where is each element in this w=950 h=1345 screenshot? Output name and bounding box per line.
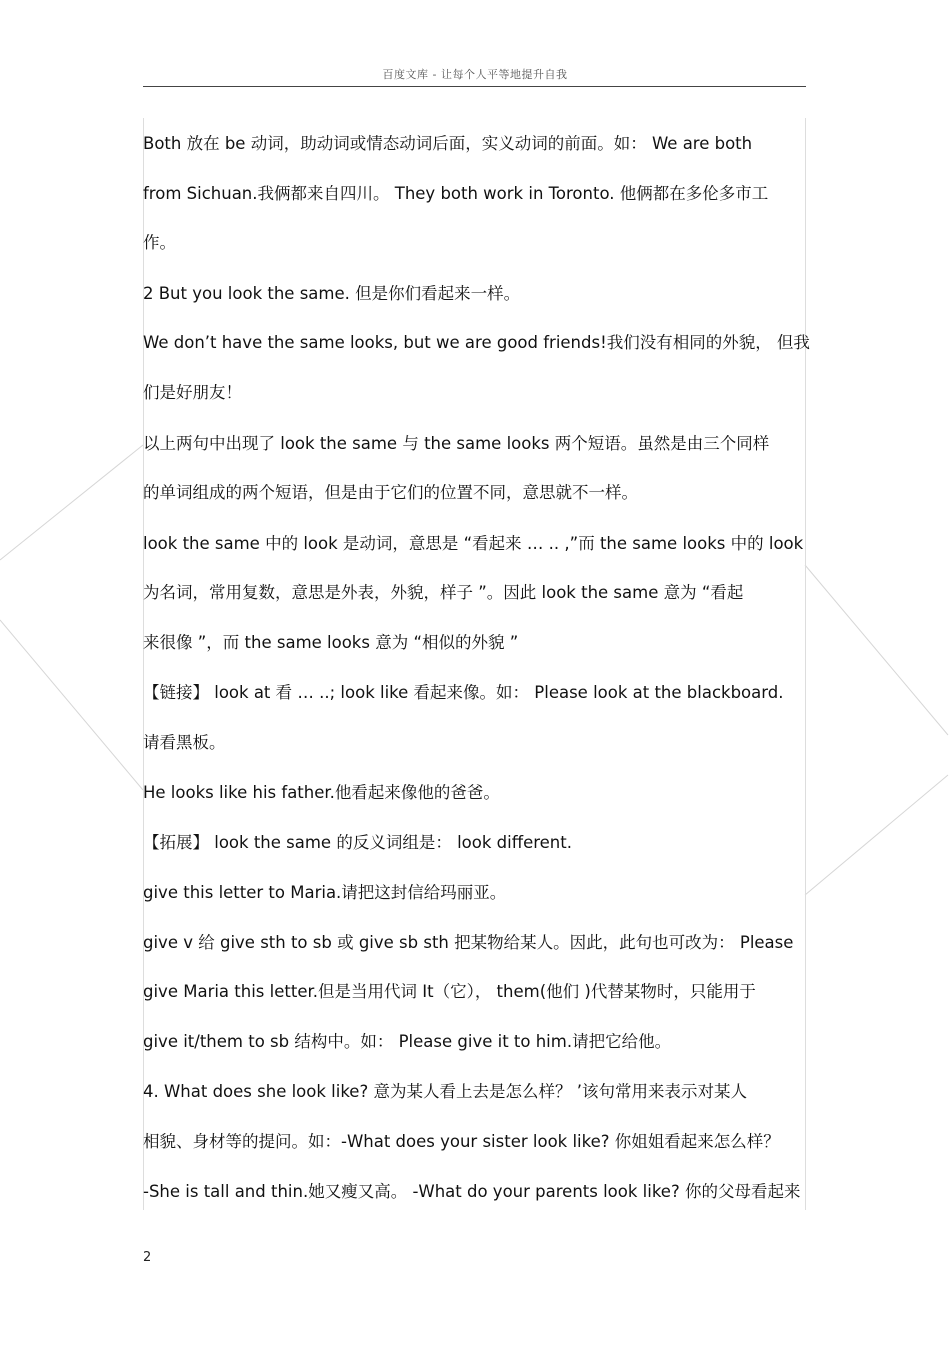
- text-line: 【链接】 look at 看 … ..; look like 看起来像。如： Please look at the blackboard.: [143, 683, 784, 702]
- text-line: 2 But you look the same. 但是你们看起来一样。: [143, 284, 521, 303]
- text-line: 【拓展】 look the same 的反义词组是： look different.: [143, 833, 572, 852]
- text-line: give this letter to Maria.请把这封信给玛丽亚。: [143, 883, 507, 902]
- body-text: [143, 131, 833, 1211]
- page-header: 百度文库 - 让每个人平等地提升自我: [382, 68, 568, 81]
- text-line: 相貌、身材等的提问。如：-What does your sister look like? 你姐姐看起来怎么样？: [143, 1132, 780, 1151]
- text-line: We don’t have the same looks, but we are good friends!我们没有相同的外貌， 但我: [143, 333, 810, 352]
- text-line: He looks like his father.他看起来像他的爸爸。: [143, 783, 500, 802]
- text-line: 4. What does she look like? 意为某人看上去是怎么样？ ’该句常用来表示对某人: [143, 1082, 747, 1101]
- text-line: give it/them to sb 结构中。如： Please give it to him.请把它给他。: [143, 1032, 672, 1051]
- text-line: Both 放在 be 动词，助动词或情态动词后面，实义动词的前面。如： We are both: [143, 134, 753, 153]
- text-line: 请看黑板。: [143, 733, 226, 752]
- text-line: 来很像 ”，而 the same looks 意为 “相似的外貌 ”: [143, 633, 519, 652]
- text-line: from Sichuan.我俩都来自四川。 They both work in Toronto. 他俩都在多伦多市工: [143, 184, 769, 203]
- page-number: 2: [143, 1250, 152, 1265]
- text-line: 们是好朋友！: [143, 383, 242, 402]
- text-line: -She is tall and thin.她又瘦又高。 -What do your parents look like? 你的父母看起来: [143, 1182, 801, 1201]
- text-line: 为名词，常用复数，意思是外表，外貌，样子 ”。因此 look the same 意为 “看起: [143, 583, 744, 602]
- text-line: 的单词组成的两个短语，但是由于它们的位置不同，意思就不一样。: [143, 483, 638, 502]
- text-line: give v 给 give sth to sb 或 give sb sth 把某物给某人。因此，此句也可改为： Please: [143, 933, 794, 952]
- text-line: 作。: [143, 233, 176, 252]
- header-divider: [143, 86, 806, 87]
- text-line: give Maria this letter.但是当用代词 It（它）， them(他们 )代替某物时，只能用于: [143, 982, 756, 1001]
- text-line: 以上两句中出现了 look the same 与 the same looks 两个短语。虽然是由三个同样: [143, 434, 770, 453]
- text-line: look the same 中的 look 是动词，意思是 “看起来 … .. ,”而 the same looks 中的 look: [143, 534, 804, 553]
